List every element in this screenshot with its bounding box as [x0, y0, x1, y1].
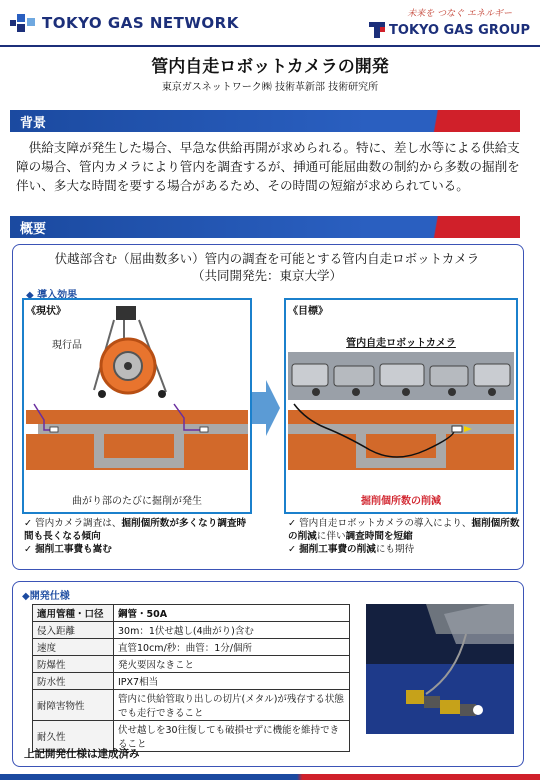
table-row [33, 673, 350, 690]
spec-table [32, 604, 350, 752]
network-logo-icon [10, 12, 36, 34]
list-item: ✓ 掘削工事費の削減にも期待 [288, 544, 415, 555]
spec-key: 侵入距離 [33, 622, 114, 639]
list-item: ✓ 掘削工事費も嵩む [24, 544, 112, 555]
current-diagram [24, 300, 250, 512]
target-robot-label: 管内自走ロボットカメラ [346, 338, 456, 349]
target-caption: 掘削個所数の削減 [361, 496, 441, 507]
current-checklist [24, 517, 254, 556]
target-checklist [288, 517, 520, 556]
slogan: 未来を つなぐ エネルギー [407, 9, 512, 19]
spec-key: 耐久性 [33, 721, 114, 752]
spec-value: 管内に供給管取り出しの切片(メタル)が残存する状態でも走行できること [114, 690, 350, 721]
background-section-bar [10, 110, 520, 132]
spec-key: 防爆性 [33, 656, 114, 673]
spec-key: 適用管種・口径 [33, 605, 114, 622]
overview-heading: 概要 [20, 222, 47, 237]
current-panel [22, 298, 252, 514]
target-panel [284, 298, 518, 514]
spec-key: 耐障害物性 [33, 690, 114, 721]
right-brand-name: TOKYO GAS GROUP [389, 22, 530, 38]
overview-headline [12, 250, 522, 284]
target-diagram [286, 300, 516, 512]
current-product-label: 現行品 [52, 340, 82, 351]
table-row [33, 639, 350, 656]
spec-key: 速度 [33, 639, 114, 656]
group-logo-icon [369, 22, 385, 38]
background-text: 供給支障が発生した場合、早急な供給再開が求められる。特に、差し水等による供給支障の場合、管内カメラにより管内を調査するが、挿通可能屈曲数の制約から多数の掘削を伴い、多大な時間を要する場合があるため、その時間の短縮が求められている。 [16, 140, 520, 193]
arrow-right-icon [252, 380, 280, 436]
table-row [33, 622, 350, 639]
table-row [33, 605, 350, 622]
camera-reel-icon [94, 306, 166, 398]
table-row [33, 656, 350, 673]
list-item: ✓ 管内カメラ調査は、掘削個所数が多くなり調査時間も長くなる傾向 [24, 518, 247, 542]
robot-photo [288, 352, 514, 400]
left-brand-name: TOKYO GAS NETWORK [42, 14, 239, 32]
current-tag: 《現状》 [26, 306, 66, 317]
page-title: 管内自走ロボットカメラの開発 [151, 57, 389, 77]
spec-footnote: 上記開発仕様は達成済み [24, 748, 140, 760]
robot-in-pipe-photo [366, 604, 514, 734]
footer-stripe [0, 774, 540, 780]
spec-value: 直管10cm/秒：曲管：1分/個所 [114, 639, 350, 656]
overview-line-2: （共同開発先：東京大学） [191, 268, 342, 283]
spec-heading: ◆開発仕様 [22, 591, 70, 602]
spec-value: 30m：1伏せ越し(4曲がり)含む [114, 622, 350, 639]
tokyo-gas-group-logo [369, 22, 530, 38]
spec-value: IPX7相当 [114, 673, 350, 690]
list-item: ✓ 管内自走ロボットカメラの導入により、掘削個所数の削減に伴い調査時間を短縮 [288, 518, 520, 542]
overview-line-1: 伏越部含む（屈曲数多い）管内の調査を可能とする管内自走ロボットカメラ [54, 251, 480, 266]
effect-label: ◆ 導入効果 [26, 290, 78, 301]
page-subtitle: 東京ガスネットワーク㈱ 技術革新部 技術研究所 [161, 82, 379, 93]
spec-key: 防水性 [33, 673, 114, 690]
spec-value: 発火要因なきこと [114, 656, 350, 673]
header-divider [0, 45, 540, 47]
overview-section-bar [10, 216, 520, 238]
tokyo-gas-network-logo [10, 10, 239, 36]
current-caption: 曲がり部のたびに掘削が発生 [72, 496, 202, 507]
spec-value: 鋼管・50A [114, 605, 350, 622]
background-heading: 背景 [20, 116, 47, 131]
table-row [33, 690, 350, 721]
spec-value: 伏せ越しを30往復しても破損せずに機能を維持できること [114, 721, 350, 752]
target-tag: 《目標》 [288, 306, 328, 317]
